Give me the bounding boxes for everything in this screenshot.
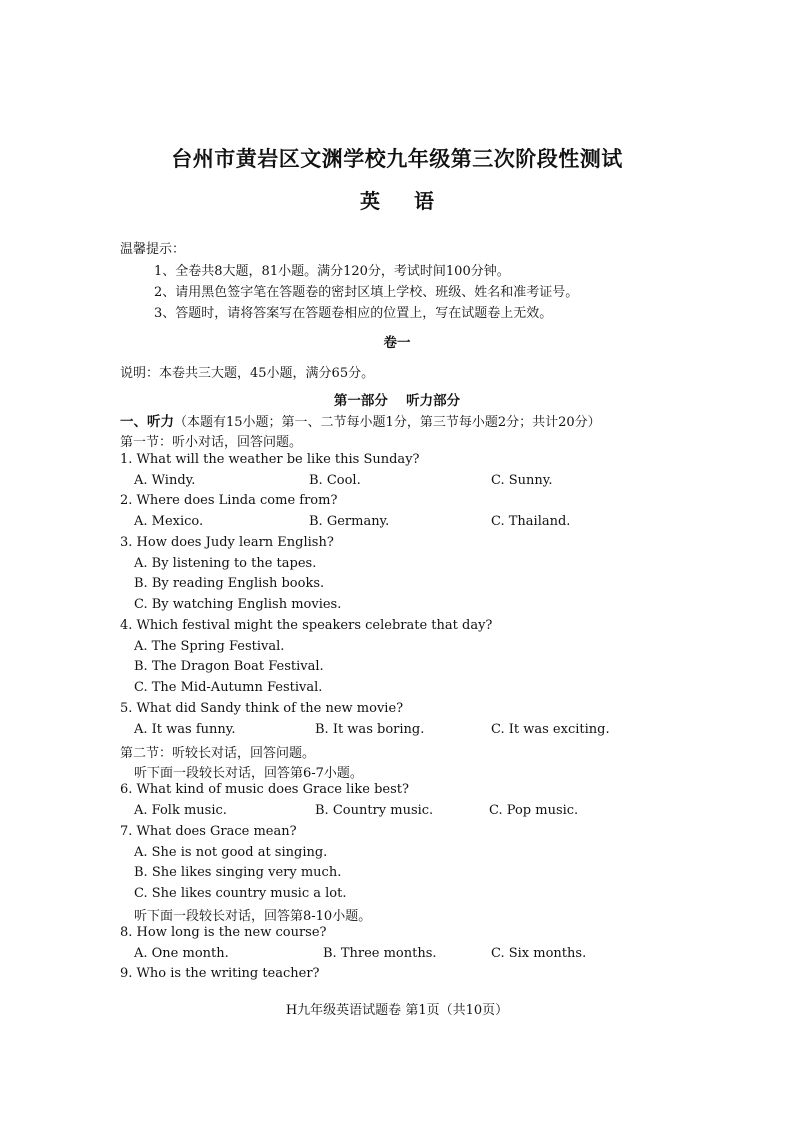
question-5: 5. What did Sandy think of the new movie?: [120, 701, 404, 716]
q3-option-b: B. By reading English books.: [134, 576, 325, 591]
subject-title: [0, 185, 794, 214]
q7-option-c: C. She likes country music a lot.: [134, 886, 347, 901]
q4-option-c: C. The Mid-Autumn Festival.: [134, 680, 323, 695]
page-footer: H九年级英语试题卷 第1页（共10页）: [285, 1003, 509, 1018]
question-6: 6. What kind of music does Grace like best?: [120, 782, 409, 797]
q1-option-c: C. Sunny.: [491, 473, 553, 488]
instruction-6-7: 听下面一段较长对话，回答第6-7小题。: [134, 766, 363, 781]
subsection-1: 第一节：听小对话，回答问题。: [120, 435, 303, 450]
subject-char-2: 语: [414, 189, 434, 213]
notice-item-3: 3、答题时，请将答案写在答题卷相应的位置上，写在试题卷上无效。: [154, 306, 553, 321]
notice-item-2: 2、请用黑色签字笔在答题卷的密封区填上学校、班级、姓名和准考证号。: [154, 285, 579, 300]
q2-option-a: A. Mexico.: [134, 514, 204, 529]
volume-title: 卷一: [383, 335, 411, 351]
section-number: 一、听力: [120, 414, 174, 430]
question-9: 9. Who is the writing teacher?: [120, 966, 320, 981]
notice-item-1: 1、全卷共8大题，81小题。满分120分，考试时间100分钟。: [154, 264, 510, 279]
q1-option-a: A. Windy.: [134, 473, 196, 488]
instruction-8-10: 听下面一段较长对话，回答第8-10小题。: [134, 909, 372, 924]
part1-title: 第一部分 听力部分: [333, 393, 461, 409]
notice-label: 温馨提示：: [120, 242, 186, 257]
volume-note: 说明：本卷共三大题，45小题，满分65分。: [120, 366, 375, 381]
q6-option-b: B. Country music.: [315, 803, 434, 818]
q8-option-c: C. Six months.: [491, 946, 587, 961]
section-heading: [120, 410, 601, 430]
q2-option-c: C. Thailand.: [491, 514, 571, 529]
subject-char-1: 英: [360, 189, 380, 213]
q4-option-a: A. The Spring Festival.: [134, 639, 285, 654]
q3-option-c: C. By watching English movies.: [134, 597, 342, 612]
q1-option-b: B. Cool.: [309, 473, 361, 488]
question-8: 8. How long is the new course?: [120, 925, 327, 940]
q3-option-a: A. By listening to the tapes.: [134, 556, 317, 571]
q5-option-a: A. It was funny.: [134, 722, 236, 737]
question-3: 3. How does Judy learn English?: [120, 535, 334, 550]
subsection-2: 第二节：听较长对话，回答问题。: [120, 746, 316, 761]
q6-option-c: C. Pop music.: [489, 803, 579, 818]
question-2: 2. Where does Linda come from?: [120, 493, 338, 508]
page-title: 台州市黄岩区文渊学校九年级第三次阶段性测试: [171, 146, 623, 171]
section-note: （本题有15小题；第一、二节每小题1分，第三节每小题2分；共计20分）: [174, 415, 601, 430]
q5-option-b: B. It was boring.: [315, 722, 425, 737]
question-1: 1. What will the weather be like this Sunday?: [120, 452, 420, 467]
question-4: 4. Which festival might the speakers celebrate that day?: [120, 618, 493, 633]
q7-option-b: B. She likes singing very much.: [134, 865, 342, 880]
q4-option-b: B. The Dragon Boat Festival.: [134, 659, 324, 674]
q5-option-c: C. It was exciting.: [491, 722, 610, 737]
question-7: 7. What does Grace mean?: [120, 824, 297, 839]
q7-option-a: A. She is not good at singing.: [134, 845, 328, 860]
q8-option-b: B. Three months.: [323, 946, 437, 961]
q2-option-b: B. Germany.: [309, 514, 390, 529]
q8-option-a: A. One month.: [134, 946, 229, 961]
q6-option-a: A. Folk music.: [134, 803, 227, 818]
